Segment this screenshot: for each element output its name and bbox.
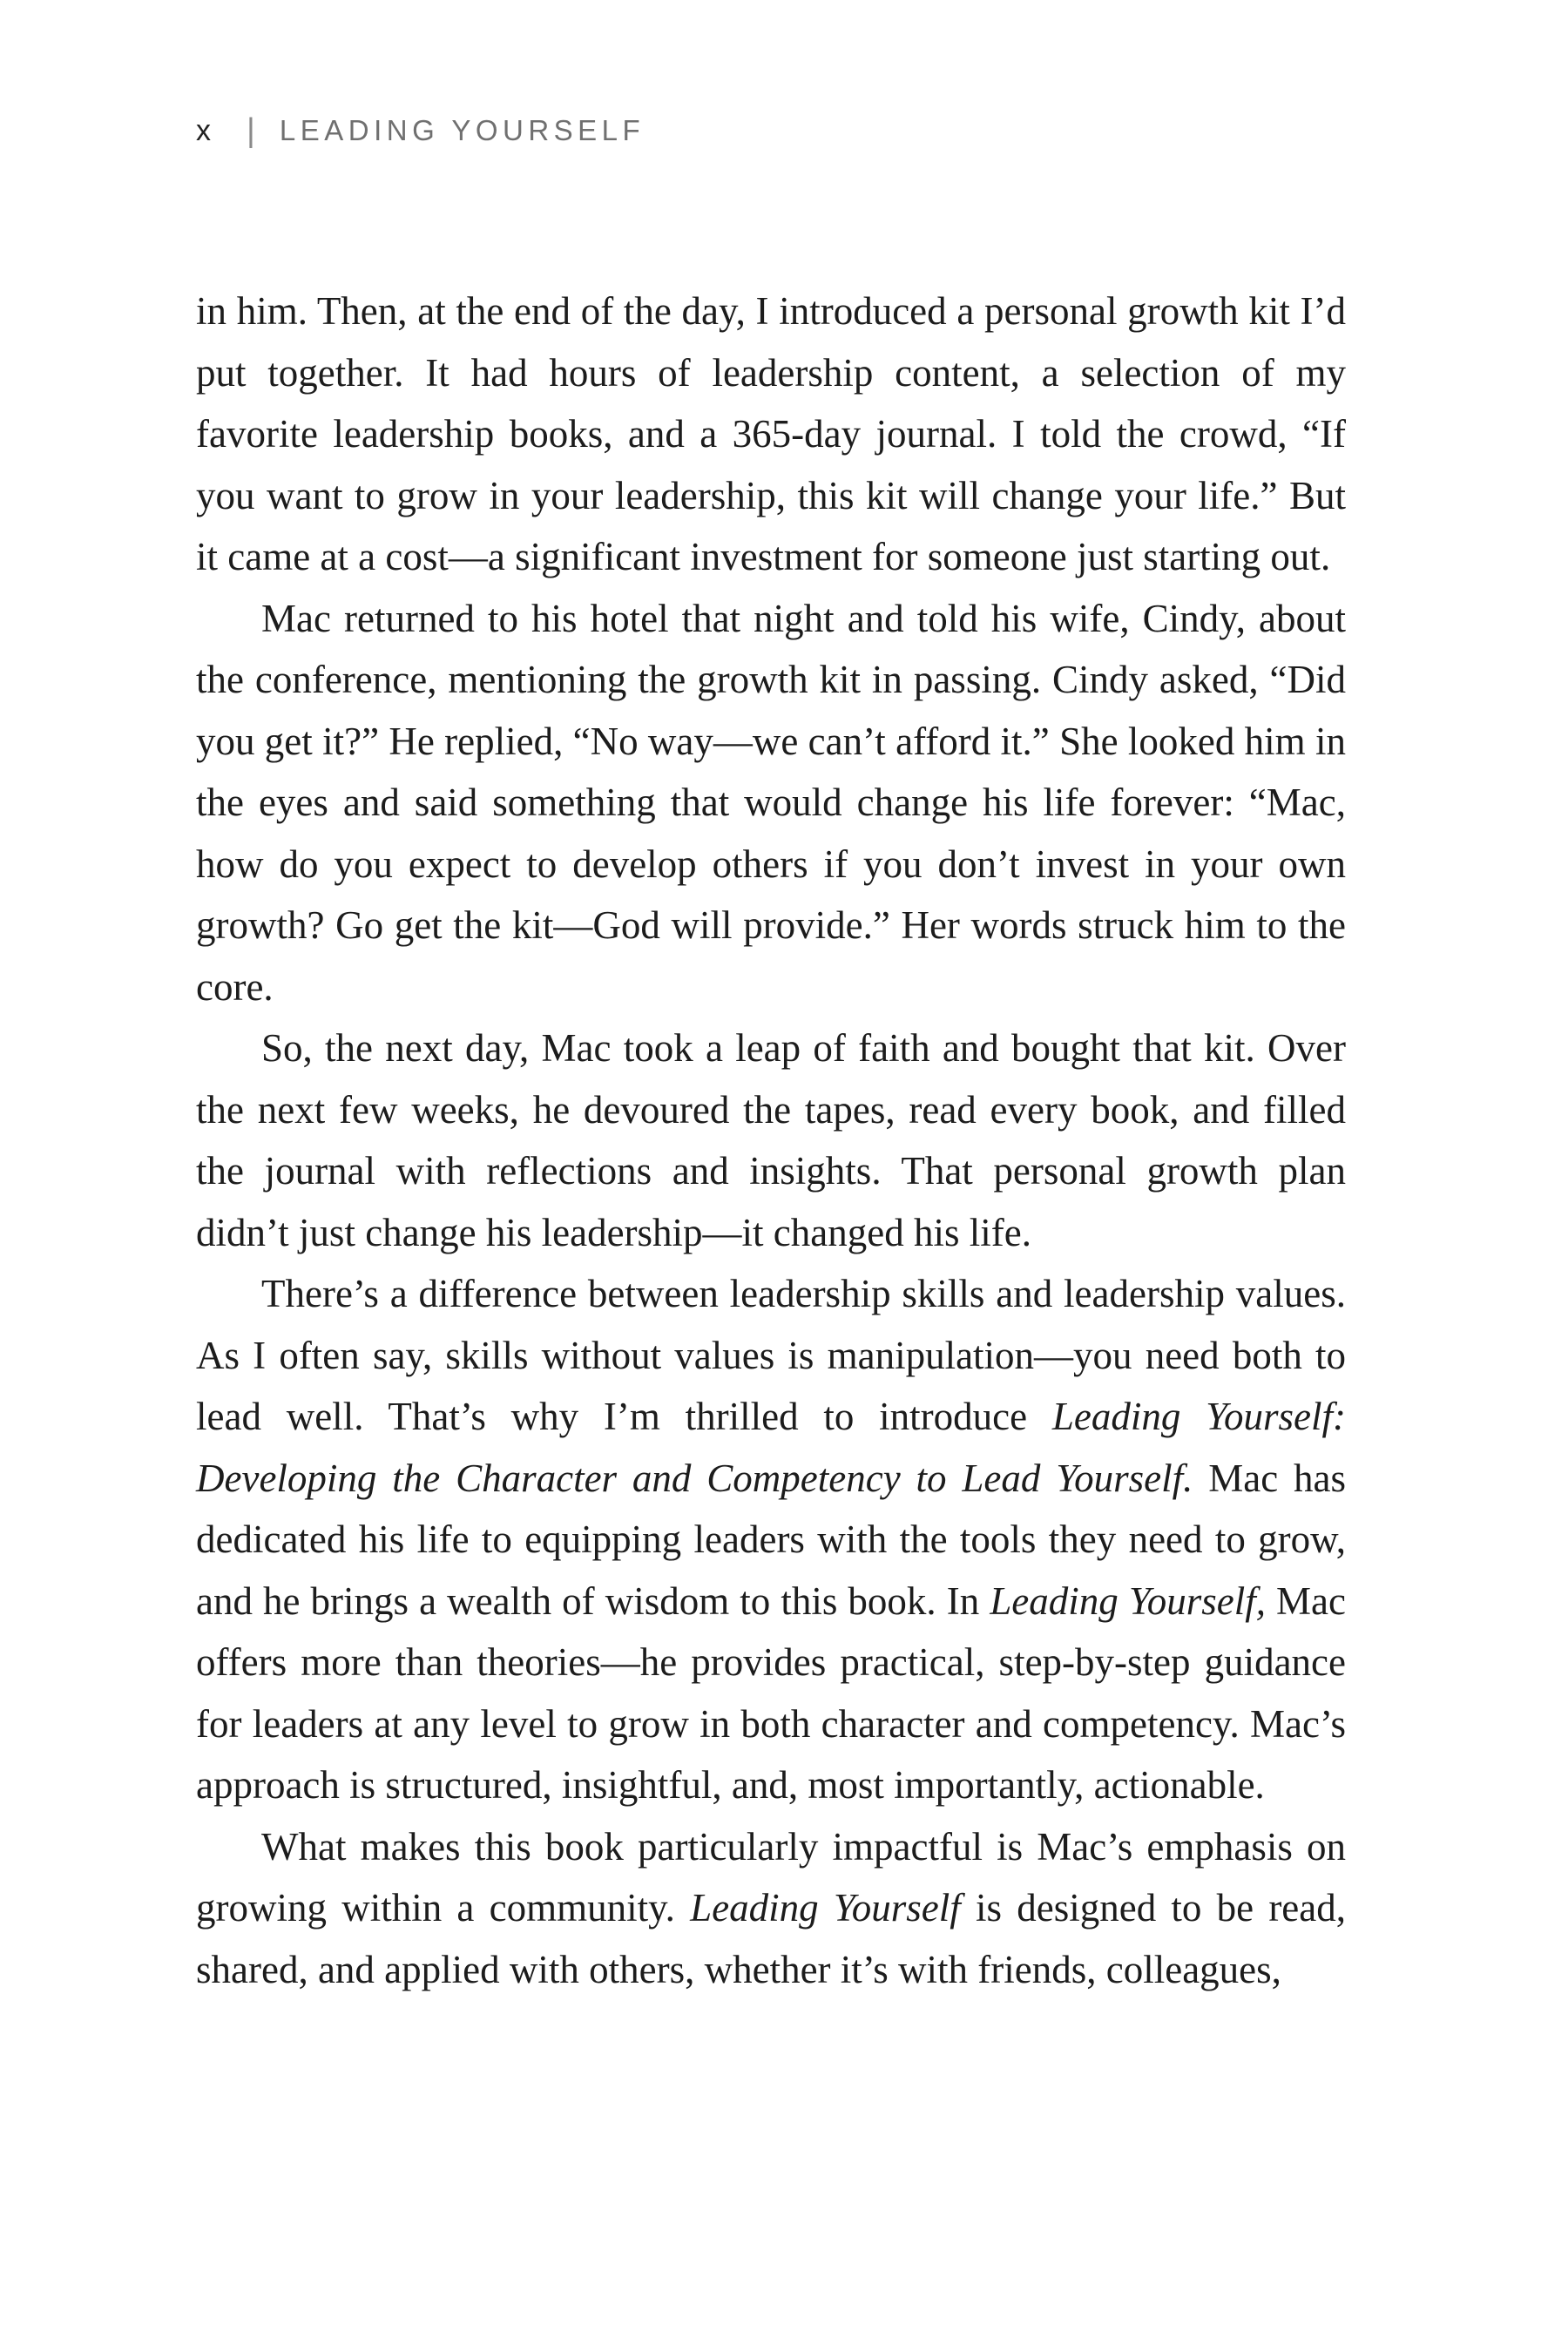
header-divider: | — [247, 112, 255, 149]
paragraph-4-text-3: Mac offers more than theories—he provides practical, step-by-step guidance for leaders at any level to grow in both character and competency. Mac’s approach is structured, insightful, and, most importantly, actionable. — [196, 1578, 1347, 1807]
book-title-italic: Leading Yourself, — [990, 1578, 1266, 1623]
paragraph-5-text-2: is designed to be read, shared, and applied with others, whether it’s with friends, colleagues, — [196, 1886, 1347, 1991]
paragraph-1: in him. Then, at the end of the day, I introduced a personal growth kit I’d put together. It had hours of leadership content, a selection of my favorite leadership books, and a 365-day journal. I told the crowd, “If you want to grow in your leadership, this kit will change your life.” But it came at a cost—a significant investment for someone just starting out. — [196, 289, 1346, 578]
paragraph-5 — [196, 1816, 1346, 2001]
book-title-italic-full: Leading Yourself: Developing the Character and Competency to Lead Yourself. — [196, 1395, 1346, 1500]
paragraph-4 — [196, 1263, 1346, 1816]
paragraph-5-text-1: What makes this book particularly impactful is Mac’s emphasis on growing within a community. — [196, 1824, 1346, 1930]
book-title-italic: Leading Yourself — [690, 1886, 961, 1930]
body-text — [196, 280, 1346, 2000]
paragraph-4-text-2: Mac has dedicated his life to equipping leaders with the tools they need to grow, and he brings a wealth of wisdom to this book. In — [196, 1456, 1346, 1623]
paragraph-4-text-1: There’s a difference between leadership skills and leadership values. As I often say, skills without values is manipulation—you need both to lead well. That’s why I’m thrilled to introduce — [196, 1272, 1346, 1438]
running-head — [196, 109, 645, 152]
paragraph-2: Mac returned to his hotel that night and told his wife, Cindy, about the conference, mentioning the growth kit in passing. Cindy asked, “Did you get it?” He replied, “No way—we can’t afford it.” She looked him in the eyes and said something that would change his life forever: “Mac, how do you expect to develop others if you don’t invest in your own growth? Go get the kit—God will provide.” Her words struck him to the core. — [196, 596, 1346, 1009]
page-number: x — [196, 113, 211, 147]
running-title: LEADING YOURSELF — [279, 114, 645, 146]
paragraph-3: So, the next day, Mac took a leap of faith and bought that kit. Over the next few weeks, he devoured the tapes, read every book, and filled the journal with reflections and insights. That personal growth plan didn’t just change his leadership—it changed his life. — [196, 1026, 1346, 1254]
